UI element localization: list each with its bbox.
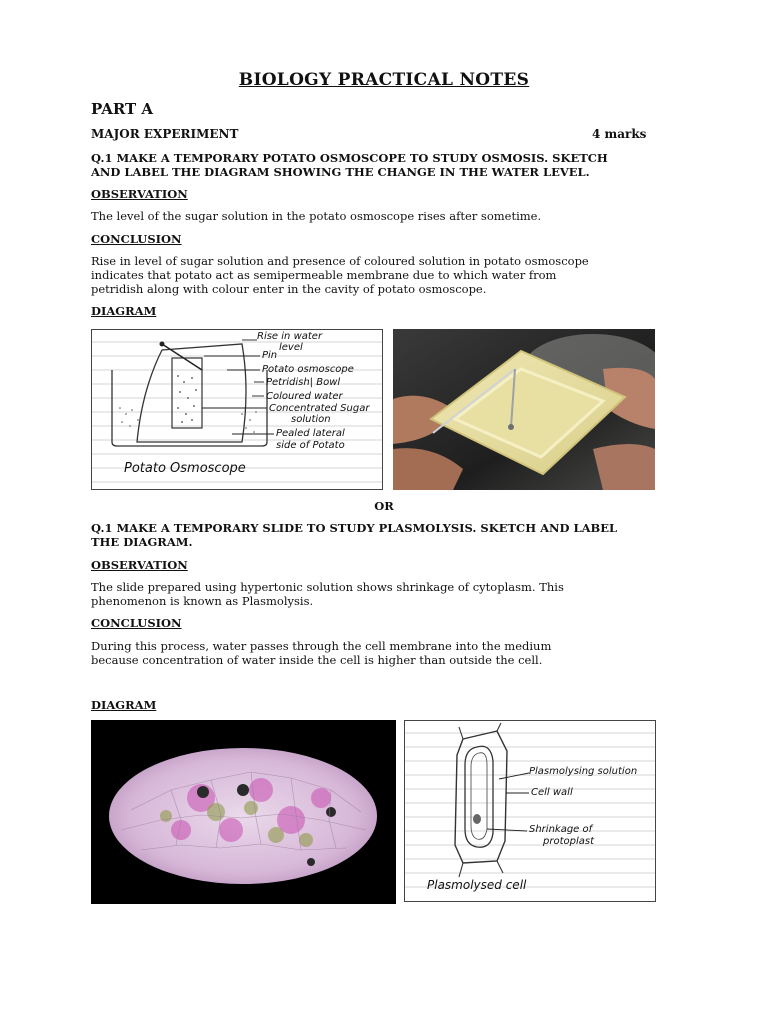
conclusion-heading: CONCLUSION — [91, 232, 182, 246]
diagram-heading: DIAGRAM — [91, 304, 157, 318]
observation-text: The level of the sugar solution in the potato osmoscope rises after sometime. — [91, 209, 542, 223]
label-petridish: Petridish| Bowl — [266, 377, 341, 388]
osmoscope-photo — [393, 329, 655, 490]
label-pealed-side: Pealed lateral — [276, 428, 345, 439]
microscope-photo — [91, 720, 396, 904]
label-sugar-solution-2: solution — [291, 414, 331, 425]
label-pin: Pin — [262, 350, 278, 361]
or-divider: OR — [374, 499, 394, 513]
plasmolysis-sketch — [404, 720, 656, 902]
section-heading: MAJOR EXPERIMENT — [91, 127, 239, 141]
observation-2-line-2: phenomenon is known as Plasmolysis. — [91, 594, 314, 608]
question-1-line-1: Q.1 MAKE A TEMPORARY POTATO OSMOSCOPE TO STUDY OSMOSIS. SKETCH — [91, 151, 608, 165]
label-plasmolysing-solution: Plasmolysing solution — [529, 766, 638, 777]
label-rise-water: Rise in water — [257, 331, 323, 342]
label-shrinkage-2: protoplast — [543, 836, 595, 847]
conclusion-line-1: Rise in level of sugar solution and presence of coloured solution in potato osmoscope — [91, 254, 589, 268]
label-sugar-solution: Concentrated Sugar — [269, 403, 370, 414]
osmoscope-sketch — [91, 329, 383, 490]
question-2-line-2: THE DIAGRAM. — [91, 535, 193, 549]
label-cell-wall: Cell wall — [531, 787, 573, 798]
question-1-line-2: AND LABEL THE DIAGRAM SHOWING THE CHANGE IN THE WATER LEVEL. — [91, 165, 590, 179]
label-coloured-water: Coloured water — [266, 391, 343, 402]
part-heading: PART A — [91, 100, 154, 118]
observation-heading: OBSERVATION — [91, 187, 188, 201]
conclusion-2-line-2: because concentration of water inside the cell is higher than outside the cell. — [91, 653, 543, 667]
label-osmoscope: Potato osmoscope — [262, 364, 354, 375]
label-shrinkage: Shrinkage of — [529, 824, 593, 835]
sketch-caption-2: Plasmolysed cell — [427, 878, 527, 892]
sketch-caption: Potato Osmoscope — [124, 461, 246, 476]
conclusion-line-3: petridish along with colour enter in the cavity of potato osmoscope. — [91, 282, 487, 296]
conclusion-line-2: indicates that potato act as semipermeable membrane due to which water from — [91, 268, 557, 282]
page-title: BIOLOGY PRACTICAL NOTES — [238, 70, 530, 90]
observation-heading-2: OBSERVATION — [91, 558, 188, 572]
conclusion-2-line-1: During this process, water passes through the cell membrane into the medium — [91, 639, 552, 653]
label-rise-level: level — [279, 342, 303, 353]
conclusion-heading-2: CONCLUSION — [91, 616, 182, 630]
label-pealed-side-2: side of Potato — [276, 440, 345, 451]
question-2-line-1: Q.1 MAKE A TEMPORARY SLIDE TO STUDY PLASMOLYSIS. SKETCH AND LABEL — [91, 521, 618, 535]
observation-2-line-1: The slide prepared using hypertonic solution shows shrinkage of cytoplasm. This — [91, 580, 564, 594]
marks-label: 4 marks — [592, 127, 647, 141]
diagram-heading-2: DIAGRAM — [91, 698, 157, 712]
